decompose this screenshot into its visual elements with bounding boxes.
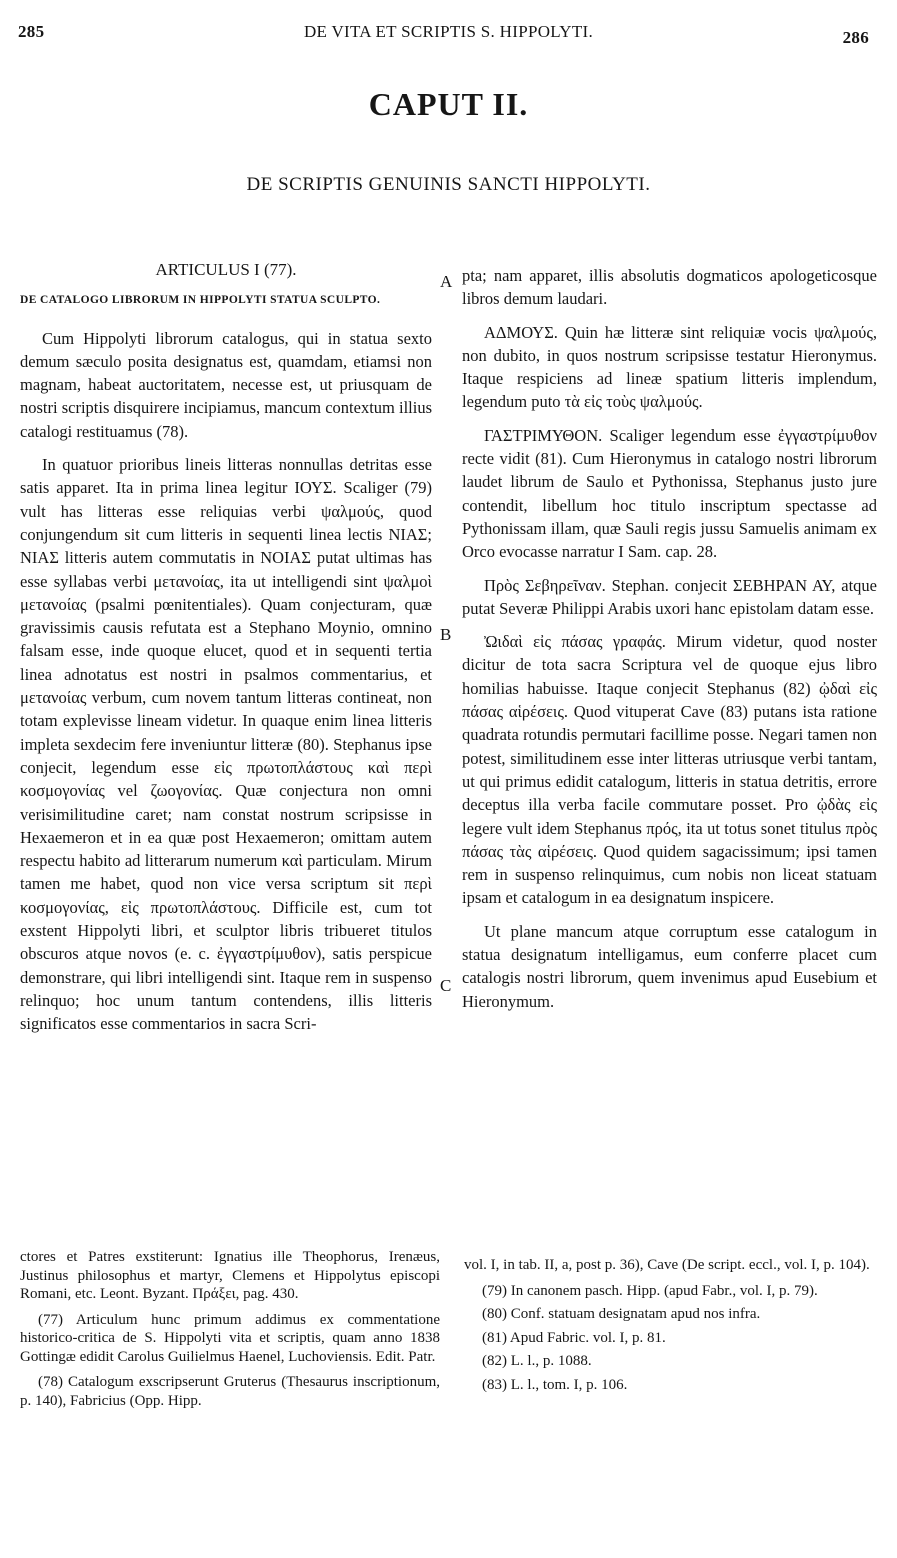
body-paragraph: Ut plane mancum atque corruptum esse catalogum in statua designatum intelligamus, eum conferre placet cum catalogis nostri librorum, quem invenimus apud Eusebium et Hieronymum. <box>462 921 877 1011</box>
footnote: (81) Apud Fabric. vol. I, p. 81. <box>482 1329 666 1346</box>
footnote: (82) L. l., p. 1088. <box>482 1353 592 1369</box>
chapter-subtitle: DE SCRIPTIS GENUINIS SANCTI HIPPOLYTI. <box>246 174 651 195</box>
page-number-right: 286 <box>842 28 869 47</box>
body-paragraph: Cum Hippolyti librorum catalogus, qui in statua sexto demum sæculo posita designatus est, quamdam, etiamsi non magnam, habeat auctoritatem, necesse est, ut priusquam de nostri scriptis disquirere incipiamus, mancum contextum illius catalogi restituamus (78). <box>20 328 432 441</box>
left-column <box>20 258 432 1046</box>
body-paragraph: In quatuor prioribus lineis litteras nonnullas detritas esse satis apparet. Ita in prima linea legitur ΙΟΥΣ. Scaliger (79) vult has litteras esse reliquias verbi ψαλμούς, quod conjungendum sit cum litteris in sequenti linea lectis ΝΙΑΣ; ΝΙΑΣ litteris autem commutatis in ΝΟΙΑΣ putat ultimas has esse syllabas verbi μετανοίας, ita ut intelligendi sint ψαλμοὶ μετανοίας (psalmi pœnitentiales). Quam conjecturam, quæ gravissimis causis refutata est a Stephano Moynio, omnino falsam esse, inde quoque elucet, quod et in sequenti tertia linea adnotatus est nostri in psalmos commentarius, et μετανοίας verbum, cum novem tantum litteras contineat, non totam explevisse lineam videtur. In quaque enim linea litteris impleta sexdecim fere inveniuntur litteræ (80). Stephanus ipse conjecit, legendum esse εἰς πρωτοπλάστους καὶ περὶ κοσμογονίας vel ζωογονίας. Quæ conjectura non omni verisimilitudine caret; nam constat nostrum scripsisse in Hexaemeron et in ea quæ post Hexaemeron; omittam autem respectu habito ad litterarum numerum καὶ particulam. Mirum tamen me habet, quod non vice versa scriptum sit περὶ κοσμογονίας, εἰς πρωτοπλάστους. Difficile est, cum tot exstent Hippolyti libri, et sculptor libris tribueret titulos obscuros atque novos (e. c. ἐγγαστρίμυθον), satis perspicue demonstrare, qui libri intelligendi sint. Itaque rem in suspenso relinquo; hoc unum tantum contendens, illis litteris significatos esse commentarios in sacra Scri- <box>20 455 432 1034</box>
footnote: vol. I, in tab. II, a, post p. 36), Cave (De script. eccl., vol. I, p. 104). <box>464 1257 870 1273</box>
body-paragraph: ΑΔΜΟΥΣ. Quin hæ litteræ sint reliquiæ vocis ψαλμούς, non dubito, in quos nostrum scripsisse testatur Hieronymus. Itaque respiciens ad lineæ spatium litteris implendum, legendum puto τὰ εἰς τοὺς ψαλμούς. <box>462 322 877 412</box>
chapter-heading: CAPUT II. <box>368 86 529 122</box>
body-paragraph: Ὠιδαὶ εἰς πάσας γραφάς. Mirum videtur, quod noster dicitur de tota sacra Scriptura vel de quoque ejus libro homilias habuisse. Itaque conjecit Stephanus (82) ᾠδαὶ εἰς πάσας αἱρέσεις. Quod vituperat Cave (83) putans ista ratione quadrata rotundis permutari facillime posse. Negari tamen non potest, similitudinem esse inter litteras utriusque verbi tantam, ut qui primus edidit catalogum, litteris in statua detritis, errore deceptus illa verba facile commutare posset. Pro ᾠδὰς εἰς legere vult idem Stephanus πρός, ita ut totus sonet titulus πρὸς πάσας τὰς αἱρέσεις. Quod quidem sagacissimum; ipsi tamen rem in suspenso relinquimus, cum nobis non liceat statuam ipsam et catalogum in ea designatum inspicere. <box>462 632 877 908</box>
footnotes-left <box>20 1248 440 1417</box>
margin-letter-b: B <box>440 625 452 644</box>
article-title: ARTICULUS I (77). <box>155 260 297 279</box>
margin-letter-a: A <box>440 272 453 291</box>
footnote: (83) L. l., tom. I, p. 106. <box>482 1376 628 1393</box>
footnote: (77) Articulum hunc primum addimus ex commentatione historico-critica de S. Hippolyti vita et scriptis, quam anno 1838 Gottingæ edidit Carolus Guilielmus Haenel, Luchoviensis. Edit. Patr. <box>20 1311 440 1365</box>
footnote: (79) In canonem pasch. Hipp. (apud Fabr., vol. I, p. 79). <box>482 1282 818 1299</box>
running-title: DE VITA ET SCRIPTIS S. HIPPOLYTI. <box>303 22 594 41</box>
footnote: (78) Catalogum exscripserunt Gruterus (Thesaurus inscriptionum, p. 140), Fabricius (Opp. Hipp. <box>20 1374 440 1409</box>
footnote: (80) Conf. statuam designatam apud nos infra. <box>482 1306 761 1322</box>
footnote: ctores et Patres exstiterunt: Ignatius ille Theophorus, Irenæus, Justinus philosophus et martyr, Clemens et Hippolytus episcopi Romani, etc. Leont. Byzant. Πράξει, pag. 430. <box>20 1249 440 1302</box>
right-column <box>462 264 877 1023</box>
body-paragraph: Πρὸς Σεβηρεῖναν. Stephan. conjecit ΣΕΒΗΡΑΝ ΑΥ, atque putat Severæ Philippi Arabis uxori hanc epistolam datam esse. <box>462 575 877 618</box>
margin-letter-c: C <box>440 976 452 995</box>
article-subtitle: DE CATALOGO LIBRORUM IN HIPPOLYTI STATUA SCULPTO. <box>20 294 381 307</box>
body-paragraph: pta; nam apparet, illis absolutis dogmaticos apologeticosque libros demum laudari. <box>462 266 877 309</box>
footnotes-right <box>464 1256 878 1399</box>
page-number-left: 285 <box>18 22 45 41</box>
body-paragraph: ΓΑΣΤΡΙΜΥΘΟΝ. Scaliger legendum esse ἐγγαστρίμυθον recte vidit (81). Cum Hieronymus in catalogo nostri librorum laudet librum de Saulo et Pythonissa, Stephanus justo jure contendit, libellum hoc titulo inscriptum spectasse ad Pythonissam illam, quæ Sauli regis jussu Samuelis animam ex Orco evocasse narratur I Sam. cap. 28. <box>462 425 877 562</box>
